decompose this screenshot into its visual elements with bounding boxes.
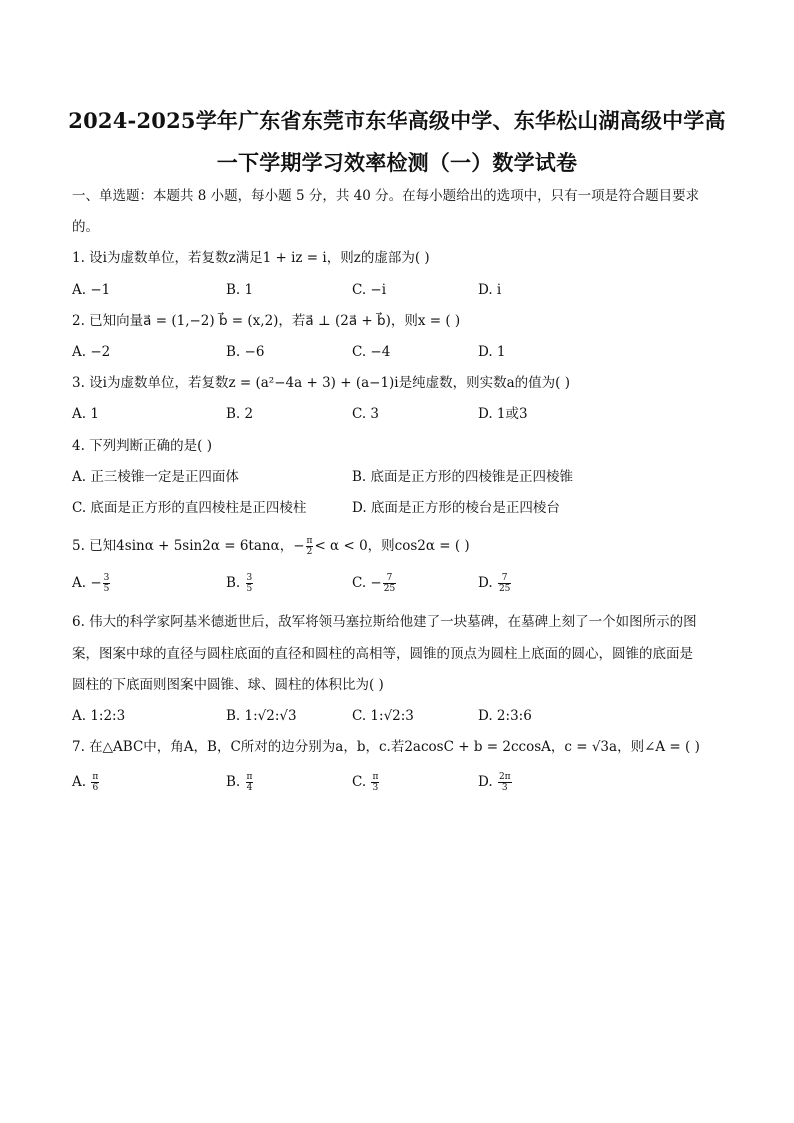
question-2-stem: 2. 已知向量a⃗ = (1,−2) b⃗ = (x,2)，若a⃗ ⊥ (2a⃗ + b⃗)，则x = ( ) [72, 313, 461, 329]
question-5-stem [72, 536, 470, 557]
q5-option-c-prefix: C. − [352, 575, 382, 591]
q2-option-d: D. 1 [478, 344, 506, 360]
exam-title-line2: 一下学期学习效率检测（一）数学试卷 [216, 150, 578, 175]
q3-option-d: D. 1或3 [478, 406, 528, 422]
question-6-stem-line2: 案，图案中球的直径与圆柱底面的直径和圆柱的高相等，圆锥的顶点为圆柱上底面的圆心，圆锥的底面是 [72, 646, 693, 662]
q7-option-b-den: 4 [246, 783, 253, 793]
q3-option-b: B. 2 [226, 406, 254, 422]
q7-option-d-num: 2π [498, 772, 511, 782]
q7-option-a-den: 6 [92, 783, 99, 793]
q6-option-c: C. 1:√2:3 [352, 708, 414, 724]
q5-option-a-num: 3 [103, 573, 110, 583]
q4-option-a: A. 正三棱锥一定是正四面体 [72, 469, 239, 485]
q5-option-c [352, 573, 397, 594]
q7-option-b-num: π [246, 772, 253, 782]
q5-option-a [72, 573, 111, 594]
q1-option-c: C. −i [352, 282, 387, 298]
q5-option-b-num: 3 [246, 573, 253, 583]
q6-option-a: A. 1:2:3 [72, 708, 126, 724]
q5-option-b-prefix: B. [226, 575, 245, 591]
q4-option-c: C. 底面是正方形的直四棱柱是正四棱柱 [72, 500, 307, 516]
q7-option-b [226, 772, 254, 793]
section-instructions-line2: 的。 [72, 219, 99, 235]
q5-option-d-num: 7 [498, 573, 511, 584]
q7-option-d [478, 772, 513, 793]
q2-option-a: A. −2 [72, 344, 111, 360]
q7-option-c [352, 772, 380, 793]
q5-option-b-den: 5 [246, 584, 253, 594]
q7-option-b-fraction [246, 772, 254, 793]
question-7-stem: 7. 在△ABC中，角A，B，C所对的边分别为a，b，c.若2acosC + b = 2ccosA，c = √3a，则∠A = ( ) [72, 739, 700, 755]
q7-option-c-fraction [371, 772, 379, 793]
q7-option-a [72, 772, 100, 793]
q6-option-b: B. 1:√2:√3 [226, 708, 297, 724]
q5-option-d-fraction [498, 573, 511, 594]
q7-option-a-fraction [91, 772, 99, 793]
q5-option-c-fraction [383, 573, 396, 594]
q5-option-b [226, 573, 254, 594]
q7-option-d-prefix: D. [478, 774, 497, 790]
q5-stem-part1: 5. 已知4sinα + 5sin2α = 6tanα，− [72, 538, 305, 554]
q7-option-b-prefix: B. [226, 774, 245, 790]
q1-option-a: A. −1 [72, 282, 111, 298]
q5-option-a-fraction [103, 573, 111, 594]
q5-stem-frac-den: 2 [306, 547, 313, 557]
q5-option-c-num: 7 [383, 573, 396, 584]
question-6-stem-line3: 圆柱的下底面则图案中圆锥、球、圆柱的体积比为( ) [72, 677, 384, 693]
q2-option-b: B. −6 [226, 344, 265, 360]
question-3-stem: 3. 设i为虚数单位，若复数z = (a²−4a + 3) + (a−1)i是纯虚数，则实数a的值为( ) [72, 375, 570, 391]
exam-title-line1: 2024-2025学年广东省东莞市东华高级中学、东华松山湖高级中学高 [68, 108, 726, 133]
q5-option-a-den: 5 [103, 584, 110, 594]
q4-option-d: D. 底面是正方形的棱台是正四棱台 [352, 500, 560, 516]
q3-option-c: C. 3 [352, 406, 380, 422]
q1-option-d: D. i [478, 282, 502, 298]
q7-option-a-prefix: A. [72, 774, 91, 790]
q5-option-d-den: 25 [498, 584, 511, 594]
q5-option-b-fraction [246, 573, 254, 594]
q5-stem-part2: < α < 0，则cos2α = ( ) [314, 538, 470, 554]
q4-option-b: B. 底面是正方形的四棱锥是正四棱锥 [352, 469, 574, 485]
q5-option-c-den: 25 [383, 584, 396, 594]
q5-option-d [478, 573, 512, 594]
q7-option-c-num: π [372, 772, 379, 782]
q5-option-d-prefix: D. [478, 575, 497, 591]
section-instructions-line1: 一、单选题：本题共 8 小题，每小题 5 分，共 40 分。在每小题给出的选项中，只有一项是符合题目要求 [72, 188, 700, 204]
q7-option-d-den: 3 [501, 783, 508, 793]
q2-option-c: C. −4 [352, 344, 391, 360]
q7-option-a-num: π [92, 772, 99, 782]
q7-option-d-fraction [498, 772, 512, 793]
question-1-stem: 1. 设i为虚数单位，若复数z满足1 + iz = i，则z的虚部为( ) [72, 250, 430, 266]
q6-option-d: D. 2:3:6 [478, 708, 532, 724]
q7-option-c-prefix: C. [352, 774, 371, 790]
q1-option-b: B. 1 [226, 282, 254, 298]
question-6-stem-line1: 6. 伟大的科学家阿基米德逝世后，敌军将领马塞拉斯给他建了一块墓碑，在墓碑上刻了一个如图所示的图 [72, 614, 697, 630]
q5-stem-frac-num: π [306, 536, 313, 546]
q5-stem-fraction [306, 536, 314, 557]
question-4-stem: 4. 下列判断正确的是( ) [72, 438, 212, 454]
q3-option-a: A. 1 [72, 406, 99, 422]
q5-option-a-prefix: A. − [72, 575, 102, 591]
q7-option-c-den: 3 [372, 783, 379, 793]
